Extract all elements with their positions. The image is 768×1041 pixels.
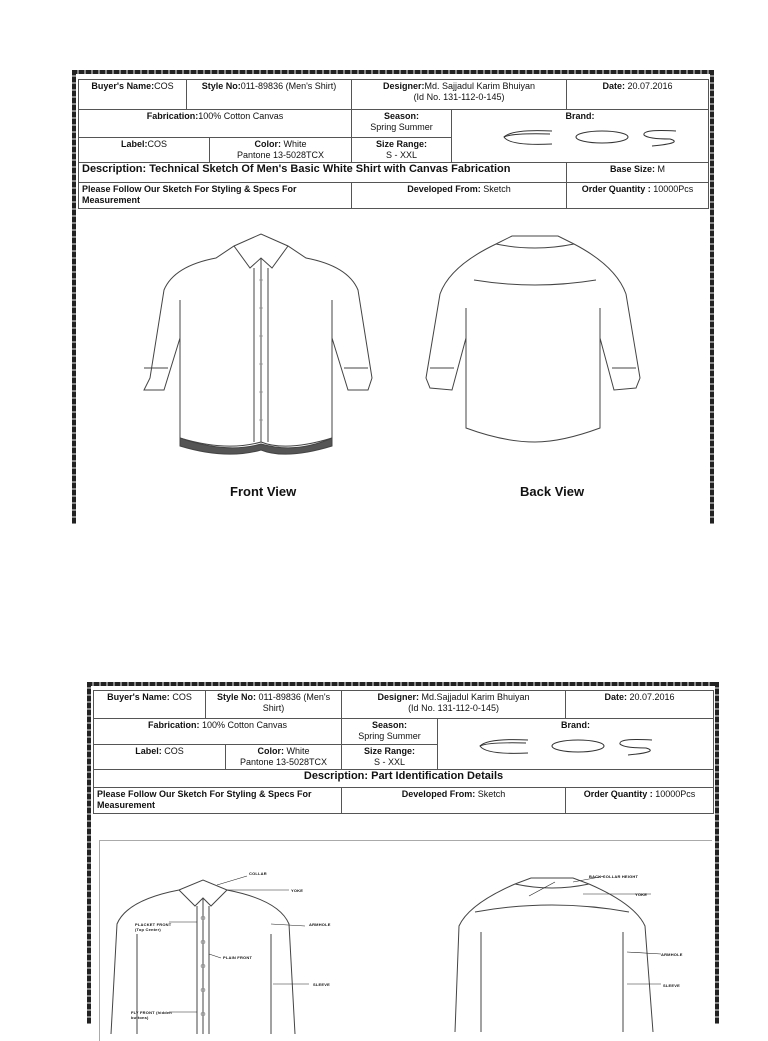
- order-cell: Order Quantity : 10000Pcs: [567, 183, 709, 209]
- style-cell: Style No: 011-89836 (Men's Shirt): [206, 691, 342, 719]
- designer-cell: Designer:Md. Sajjadul Karim Bhuiyan (Id No. 131-112-0-145): [352, 80, 567, 110]
- callout-placket-front: PLACKET FRONT (Top Center): [135, 922, 172, 932]
- callout-collar: COLLAR: [249, 871, 267, 876]
- base-size-cell: Base Size: M: [567, 163, 709, 183]
- developed-cell: Developed From: Sketch: [342, 788, 566, 814]
- date-cell: Date: 20.07.2016: [566, 691, 714, 719]
- buyer-cell: Buyer's Name:COS: [79, 80, 187, 110]
- description-cell: Description: Part Identification Details: [94, 770, 714, 788]
- callout-back-collar-height: BACK COLLAR HEIGHT: [589, 874, 639, 879]
- season-cell: Season: Spring Summer: [352, 110, 452, 138]
- label-cell: Label: COS: [94, 745, 226, 770]
- instructions-cell: Please Follow Our Sketch For Styling & Specs For Measurement: [79, 183, 352, 209]
- sheet-border-top: [87, 682, 719, 686]
- callout-back-sleeve: SLEEVE: [663, 983, 680, 988]
- size-range-cell: Size Range: S - XXL: [352, 138, 452, 163]
- brand-cell: Brand:: [452, 110, 709, 163]
- order-cell: Order Quantity : 10000Pcs: [566, 788, 714, 814]
- sheet-border-right: [715, 682, 719, 1024]
- brand-cell: Brand:: [438, 719, 714, 770]
- fabrication-cell: Fabrication:100% Cotton Canvas: [79, 110, 352, 138]
- instructions-cell: Please Follow Our Sketch For Styling & Specs For Measurement: [94, 788, 342, 814]
- callout-fly-front: FLY FRONT (hidden buttons): [131, 1010, 172, 1020]
- label-cell: Label:COS: [79, 138, 210, 163]
- sheet-border-right: [710, 70, 714, 524]
- brand-logo: [492, 127, 692, 151]
- back-view-label: Back View: [520, 484, 585, 499]
- callout-back-yoke: YOKE: [635, 892, 648, 897]
- spec-header-table: [78, 79, 709, 209]
- callout-sleeve: SLEEVE: [313, 982, 330, 987]
- sheet-border-top: [72, 70, 714, 74]
- fabrication-cell: Fabrication: 100% Cotton Canvas: [94, 719, 342, 745]
- callout-yoke: YOKE: [291, 888, 304, 893]
- season-cell: Season: Spring Summer: [342, 719, 438, 745]
- spec-header-table: [93, 690, 714, 814]
- back-shirt-sketch: [412, 228, 652, 458]
- designer-cell: Designer: Md.Sajjadul Karim Bhuiyan (Id No. 131-112-0-145): [342, 691, 566, 719]
- brand-logo: [468, 736, 668, 760]
- sheet-border-left: [87, 682, 91, 1024]
- developed-cell: Developed From: Sketch: [352, 183, 567, 209]
- callout-armhole: ARMHOLE: [309, 922, 331, 927]
- style-cell: Style No:011-89836 (Men's Shirt): [187, 80, 352, 110]
- tech-sheet-1: [72, 70, 714, 524]
- size-range-cell: Size Range: S - XXL: [342, 745, 438, 770]
- sheet-border-left: [72, 70, 76, 524]
- color-cell: Color: White Pantone 13-5028TCX: [210, 138, 352, 163]
- callout-back-armhole: ARMHOLE: [661, 952, 683, 957]
- front-shirt-sketch: [146, 228, 386, 458]
- buyer-cell: Buyer's Name: COS: [94, 691, 206, 719]
- description-cell: Description: Technical Sketch Of Men's Basic White Shirt with Canvas Fabrication: [79, 163, 567, 183]
- front-view-label: Front View: [230, 484, 297, 499]
- color-cell: Color: White Pantone 13-5028TCX: [226, 745, 342, 770]
- callout-plain-front: PLAIN FRONT: [223, 955, 253, 960]
- date-cell: Date: 20.07.2016: [567, 80, 709, 110]
- tech-sheet-2: [87, 682, 719, 1024]
